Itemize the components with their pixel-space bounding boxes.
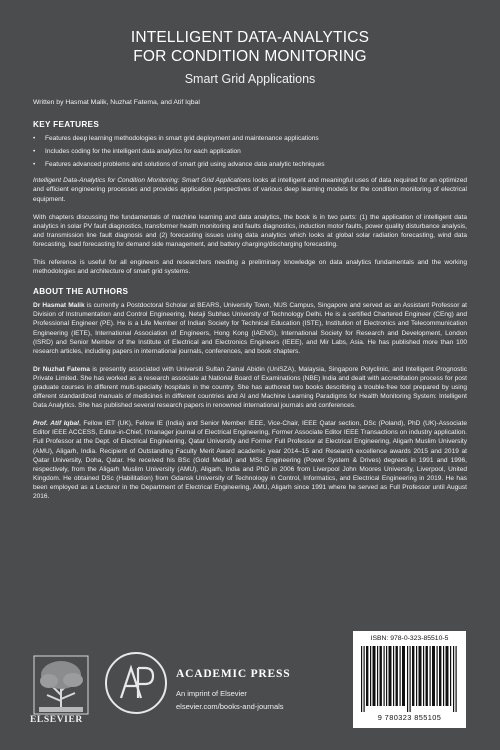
author-bio: Dr Hasmat Malik is currently a Postdoctoral Scholar at BEARS, University Town, NUS Campus, Singapore and served as an Assistant Professor at Division of Instrumentation and Control Engineering, Netaji Subhas University of Technology Delhi. He is a certified Chartered Engineer (CEng) and Professional Engineer (PE). He is a Life Member of Indian Society for Technical Education (ISTE), Institution of Electronics and Telecommunication Engineering (IETE), International Association of Engineers, Hong Kong (IAENG), International Society for Research and Development, London (ISRD) and Senior Member of the Institute of Electrical and Electronics Engineers (IEEE), and Mir Labs, Asia. He has published more than 100 research articles, including papers in international journals, conferences, and book chapters. bbox=[33, 302, 467, 355]
publisher-name: ACADEMIC PRESS bbox=[176, 668, 291, 680]
description-paragraph-3: This reference is useful for all engineers and researchers needing a preliminary knowledge on data analytics fundamentals and the working methodologies and architecture of smart grid systems. bbox=[33, 259, 467, 276]
ap-monogram-icon bbox=[107, 654, 165, 712]
barcode-box bbox=[353, 631, 466, 728]
bullet-icon: • bbox=[33, 148, 36, 156]
description-paragraph-2: With chapters discussing the fundamentals of machine learning and data analytics, the book is in two parts: (1) the application of intelligent data analytics in solar PV fault diagnostics, transformer health monitoring and faults diagnostics, induction motor faults, power quality disturbance analysis, and transmission line fault diagnosis and (2) forecasting issues using data analytics which looks at global solar radiation forecasting, wind data forecasting, load forecasting for demand side management, and battery charging/discharging forecasting. bbox=[33, 213, 467, 248]
description-paragraph-1: Intelligent Data-Analytics for Condition Monitoring: Smart Grid Applications looks at intelligent and meaningful uses of data required for an optimized and efficient engineering processes and provides application perspectives of various deep learning models for the condition monitoring of electrical equipment. bbox=[33, 177, 467, 203]
publisher-url: elsevier.com/books-and-journals bbox=[176, 702, 284, 711]
feature-item: • Features deep learning methodologies in smart grid deployment and maintenance applications bbox=[33, 135, 319, 143]
elsevier-tree-logo bbox=[33, 655, 89, 721]
key-features-heading: KEY FEATURES bbox=[33, 120, 100, 130]
academic-press-logo bbox=[105, 652, 167, 714]
about-authors-heading: ABOUT THE AUTHORS bbox=[33, 287, 129, 297]
bullet-icon: • bbox=[33, 161, 36, 169]
barcode-number: 9 780323 855105 bbox=[377, 713, 442, 722]
elsevier-wordmark: ELSEVIER bbox=[30, 715, 83, 725]
bullet-icon: • bbox=[33, 135, 36, 143]
body-text bbox=[33, 98, 467, 501]
isbn: ISBN: 978-0-323-85510-5 bbox=[370, 635, 449, 642]
barcode-icon bbox=[359, 646, 460, 712]
title-line-1: INTELLIGENT DATA-ANALYTICS bbox=[130, 29, 370, 46]
author-bio: Dr Nuzhat Fatema is presently associated with Universiti Sultan Zainal Abidin (UniSZA), Malaysia, Singapore Polyclinic, and Intelligent Prognostic Private Limited. She has worked as a research associate at National Board of Examinations (NBE) India and dealt with accreditation process for post graduate courses in different multi-specialty hospitals in the country. She has authored two books describing a trouble-free tool prepared by using different standardized manuals of medicines in different countries and AI and Machine Learning Paradigms for Health Monitoring System: Intelligent Data Analytics. She has published several research papers in renowned international journals and conferences. bbox=[33, 365, 467, 410]
author-bio: Prof. Atif Iqbal, Fellow IET (UK), Fellow IE (India) and Senior Member IEEE, Vice-Chair, IEEE Qatar section, DSc (Poland), PhD (UK)-Associate Editor IEEE ACCESS, Editor-in-Chief, I'manager journal of Electrical Engineering, Former Associate Editor IEEE Transactions on industry application. Full Professor at the Dept. of Electrical Engineering, Qatar University and Former Full Professor at Electrical Engineering, Aligarh Muslim University (AMU), Aligarh, India. Recipient of Outstanding Faculty Merit Award academic year 2014–15 and Research excellence awards 2015 and 2019 at Qatar University, Doha, Qatar. He received his BSc (Gold Medal) and MSc Engineering (Power System & Drives) degrees in 1991 and 1996, respectively, from the Aligarh Muslim University (AMU), Aligarh, India and PhD in 2006 from Liverpool John Moores University, Liverpool, United Kingdom. He obtained DSc (Habilitation) from Gdansk University of Technology in Control, Informatics, and Electrical Engineering in 2019. He has been employed as a Lecturer in the Department of Electrical Engineering, AMU, Aligarh since 1991 where he served as Full Professor until August 2016. bbox=[33, 420, 467, 500]
title-line-2: FOR CONDITION MONITORING bbox=[133, 48, 367, 65]
written-by: Written by Hasmat Malik, Nuzhat Fatema, and Atif Iqbal bbox=[33, 99, 200, 106]
subtitle: Smart Grid Applications bbox=[184, 72, 316, 86]
feature-item: • Includes coding for the intelligent data analytics for each application bbox=[33, 148, 241, 156]
key-features-list bbox=[33, 134, 467, 169]
feature-item: • Features advanced problems and solutions of smart grid using advance data analytic techniques bbox=[33, 161, 325, 169]
imprint-line: An imprint of Elsevier bbox=[176, 689, 247, 698]
